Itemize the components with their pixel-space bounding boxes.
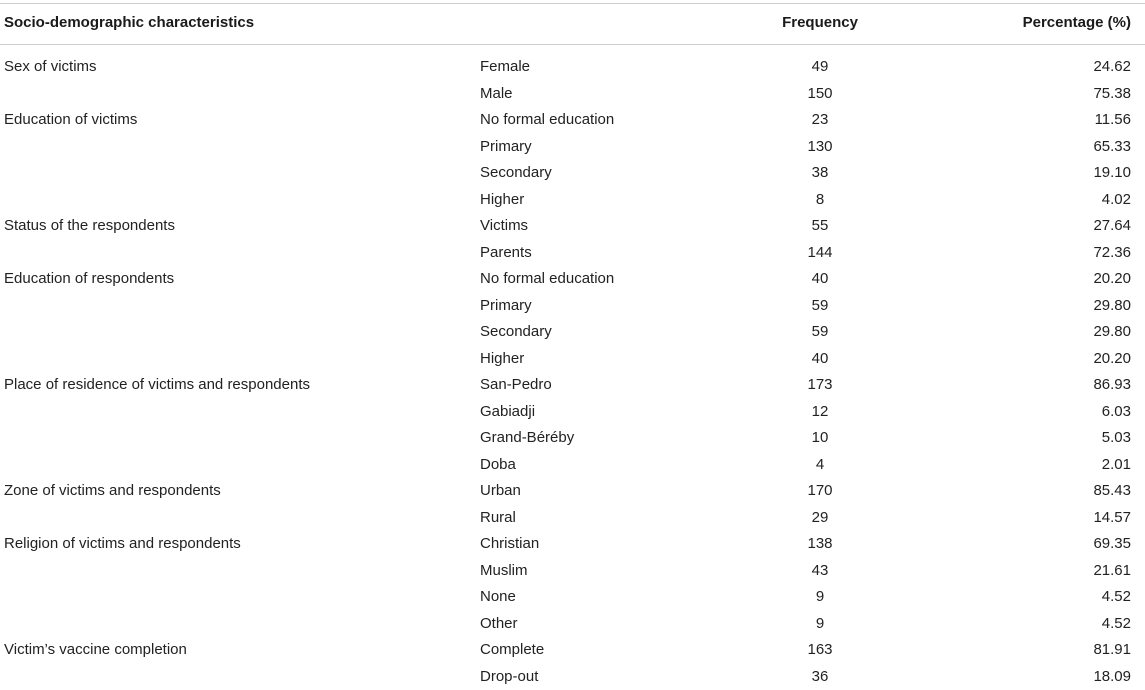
row-frequency: 130 bbox=[807, 137, 833, 155]
row-frequency: 9 bbox=[815, 588, 825, 605]
row-frequency: 173 bbox=[807, 376, 833, 393]
row-frequency: 138 bbox=[807, 535, 833, 552]
row-percentage: 2.01 bbox=[1101, 455, 1131, 473]
row-category: Higher bbox=[480, 349, 525, 367]
row-percentage: 19.10 bbox=[1093, 164, 1131, 181]
row-category: Primary bbox=[480, 137, 532, 155]
row-percentage: 29.80 bbox=[1093, 323, 1131, 340]
row-category: Complete bbox=[480, 641, 545, 658]
table-row bbox=[0, 266, 1145, 292]
table-row bbox=[0, 425, 1145, 451]
row-category: Secondary bbox=[480, 164, 552, 181]
row-category: Muslim bbox=[480, 561, 528, 579]
table-row bbox=[0, 372, 1145, 398]
table-row bbox=[0, 637, 1145, 663]
row-category: Male bbox=[480, 84, 513, 102]
row-percentage: 6.03 bbox=[1101, 402, 1131, 420]
row-category: Urban bbox=[480, 482, 521, 499]
row-percentage: 18.09 bbox=[1093, 667, 1131, 685]
row-frequency: 29 bbox=[811, 508, 829, 526]
table-row bbox=[0, 213, 1145, 239]
row-percentage: 85.43 bbox=[1093, 482, 1131, 499]
row-percentage: 4.52 bbox=[1101, 614, 1131, 632]
row-category: Other bbox=[480, 614, 518, 632]
row-category: Drop-out bbox=[480, 667, 539, 685]
row-category: Higher bbox=[480, 190, 525, 208]
row-group-label: Victim’s vaccine completion bbox=[4, 641, 187, 658]
row-group-label: Status of the respondents bbox=[4, 217, 175, 234]
row-percentage: 27.64 bbox=[1093, 217, 1131, 234]
table-row bbox=[0, 81, 1145, 107]
table-row bbox=[0, 664, 1145, 690]
table-row bbox=[0, 531, 1145, 557]
row-frequency: 10 bbox=[811, 429, 829, 446]
row-frequency: 4 bbox=[815, 455, 825, 473]
row-group-label: Zone of victims and respondents bbox=[4, 482, 221, 499]
row-category: San-Pedro bbox=[480, 376, 552, 393]
table-row bbox=[0, 478, 1145, 504]
row-frequency: 23 bbox=[811, 111, 829, 128]
row-percentage: 65.33 bbox=[1093, 137, 1131, 155]
row-category: Gabiadji bbox=[480, 402, 536, 420]
row-category: Parents bbox=[480, 243, 532, 261]
row-category: Christian bbox=[480, 535, 540, 552]
table-row bbox=[0, 611, 1145, 637]
row-frequency: 38 bbox=[811, 164, 829, 181]
row-percentage: 86.93 bbox=[1093, 376, 1131, 393]
row-category: Secondary bbox=[480, 323, 552, 340]
row-category: Female bbox=[480, 58, 531, 75]
row-frequency: 170 bbox=[807, 482, 833, 499]
row-frequency: 9 bbox=[815, 614, 825, 632]
table-row bbox=[0, 319, 1145, 345]
table-row bbox=[0, 134, 1145, 160]
table-row bbox=[0, 584, 1145, 610]
row-percentage: 21.61 bbox=[1093, 561, 1131, 579]
row-percentage: 20.20 bbox=[1093, 270, 1131, 287]
table-row bbox=[0, 107, 1145, 133]
row-frequency: 163 bbox=[807, 641, 833, 658]
row-frequency: 55 bbox=[811, 217, 829, 234]
row-frequency: 59 bbox=[811, 323, 829, 340]
table-header-row bbox=[0, 9, 1145, 37]
table-row bbox=[0, 293, 1145, 319]
row-category: No formal education bbox=[480, 111, 615, 128]
row-percentage: 72.36 bbox=[1093, 243, 1131, 261]
row-frequency: 150 bbox=[807, 84, 833, 102]
row-frequency: 43 bbox=[811, 561, 829, 579]
table-row bbox=[0, 240, 1145, 266]
row-percentage: 14.57 bbox=[1093, 508, 1131, 526]
row-percentage: 81.91 bbox=[1093, 641, 1131, 658]
row-frequency: 49 bbox=[811, 58, 829, 75]
row-percentage: 4.02 bbox=[1101, 190, 1131, 208]
table-row bbox=[0, 187, 1145, 213]
row-frequency: 8 bbox=[815, 190, 825, 208]
header-percentage: Percentage (%) bbox=[1022, 14, 1131, 31]
row-percentage: 24.62 bbox=[1093, 58, 1131, 75]
row-category: Victims bbox=[480, 217, 529, 234]
row-percentage: 11.56 bbox=[1094, 111, 1131, 128]
row-group-label: Education of victims bbox=[4, 111, 138, 128]
row-percentage: 4.52 bbox=[1101, 588, 1131, 605]
row-frequency: 144 bbox=[807, 243, 833, 261]
table-row bbox=[0, 346, 1145, 372]
row-category: Grand-Béréby bbox=[480, 429, 575, 446]
row-group-label: Sex of victims bbox=[4, 58, 97, 75]
row-category: None bbox=[480, 588, 516, 605]
row-frequency: 59 bbox=[811, 296, 829, 314]
row-percentage: 75.38 bbox=[1093, 84, 1131, 102]
header-characteristics: Socio-demographic characteristics bbox=[4, 14, 255, 31]
table-row bbox=[0, 558, 1145, 584]
row-category: Primary bbox=[480, 296, 532, 314]
table-row bbox=[0, 399, 1145, 425]
row-frequency: 40 bbox=[811, 349, 829, 367]
row-group-label: Religion of victims and respondents bbox=[4, 535, 241, 552]
row-frequency: 40 bbox=[811, 270, 829, 287]
row-group-label: Place of residence of victims and respondents bbox=[4, 376, 310, 393]
table-row bbox=[0, 54, 1145, 80]
row-category: Doba bbox=[480, 455, 516, 473]
row-frequency: 12 bbox=[811, 402, 829, 420]
table-row bbox=[0, 452, 1145, 478]
row-percentage: 5.03 bbox=[1101, 429, 1131, 446]
table-top-rule bbox=[0, 3, 1145, 4]
table-row bbox=[0, 160, 1145, 186]
row-category: No formal education bbox=[480, 270, 615, 287]
row-percentage: 20.20 bbox=[1093, 349, 1131, 367]
row-percentage: 29.80 bbox=[1093, 296, 1131, 314]
header-bottom-rule bbox=[0, 44, 1145, 45]
row-frequency: 36 bbox=[811, 667, 829, 685]
table-row bbox=[0, 505, 1145, 531]
row-category: Rural bbox=[480, 508, 516, 526]
row-percentage: 69.35 bbox=[1093, 535, 1131, 552]
row-group-label: Education of respondents bbox=[4, 270, 175, 287]
header-frequency: Frequency bbox=[782, 14, 858, 31]
